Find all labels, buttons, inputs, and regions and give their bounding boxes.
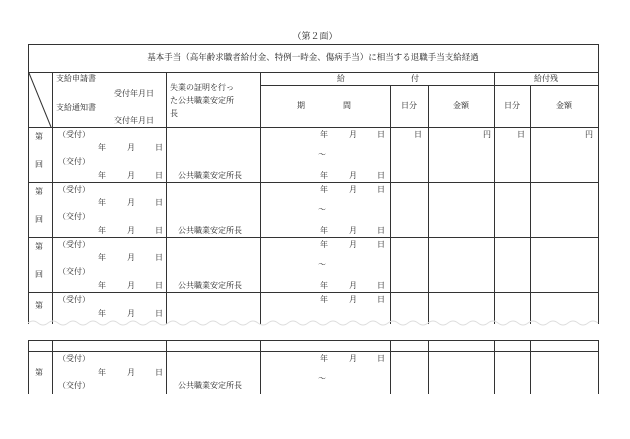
diagonal-line — [28, 72, 52, 128]
header-period-right: 間 — [343, 101, 351, 110]
header-certifier-2: た公共職業安定所 — [170, 96, 234, 105]
header-certifier-1: 失業の証明を行っ — [170, 83, 234, 92]
table-title: 基本手当（高年齢求職者給付金、特例一時金、傷病手当）に相当する退職手当支給経過 — [147, 53, 479, 63]
header-balance-days: 日分 — [504, 101, 520, 110]
header-period-left: 期 — [297, 101, 305, 110]
header-delivered-date: 交付年月日 — [114, 116, 154, 125]
header-notice: 支給通知書 — [56, 103, 96, 112]
header-payment-right: 付 — [411, 74, 419, 83]
header-received-date: 受付年月日 — [114, 89, 154, 98]
header-payment-left: 給 — [337, 74, 345, 83]
header-application: 支給申請書 — [56, 74, 96, 83]
header-amount: 金額 — [453, 101, 469, 110]
page-label: （第２面） — [292, 32, 338, 42]
header-balance-amount: 金額 — [556, 101, 572, 110]
page-break-edge — [28, 318, 599, 328]
header-days: 日分 — [401, 101, 417, 110]
header-balance: 給付残 — [534, 74, 558, 83]
header-certifier-3: 長 — [170, 109, 178, 118]
